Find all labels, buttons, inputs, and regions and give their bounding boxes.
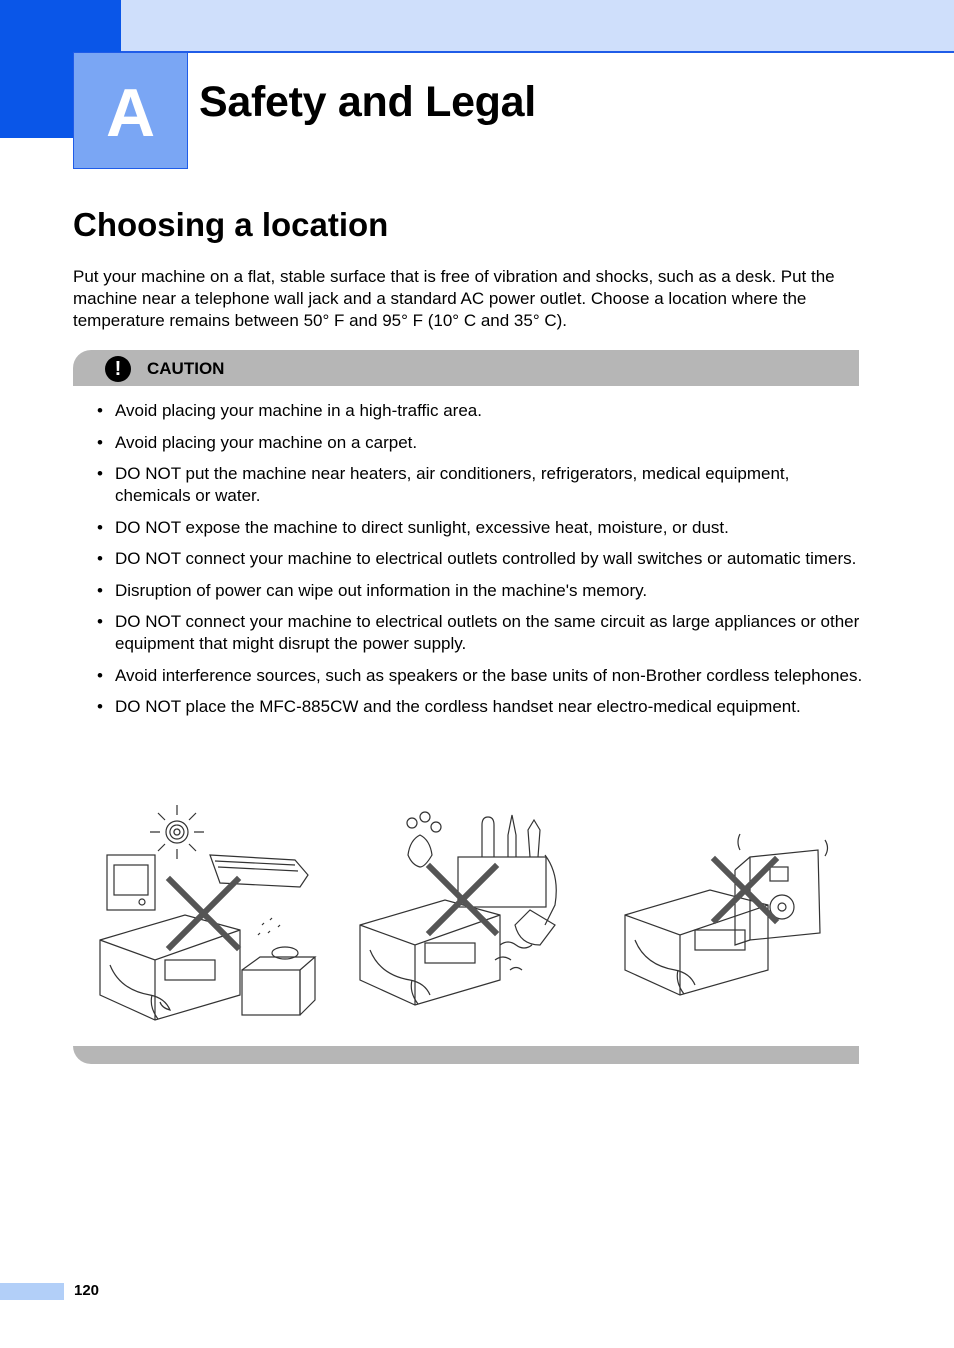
- bullet-icon: •: [97, 464, 103, 483]
- list-item-text: Avoid placing your machine on a carpet.: [115, 432, 418, 452]
- caution-footer-bar: [73, 1046, 859, 1064]
- list-item: [95, 517, 865, 539]
- bullet-icon: •: [97, 580, 103, 600]
- list-item: [95, 400, 865, 422]
- bullet-icon: •: [97, 432, 103, 452]
- section-title: Choosing a location: [73, 206, 389, 243]
- list-item-text: Disruption of power can wipe out information in the machine's memory.: [115, 580, 648, 600]
- exclamation-icon: !: [105, 356, 131, 382]
- dust-chemicals-illustration: [360, 812, 556, 1005]
- bullet-icon: •: [97, 665, 103, 685]
- page-tab: [0, 1283, 64, 1300]
- list-item: [95, 548, 865, 570]
- list-item-text: DO NOT connect your machine to electrical outlets controlled by wall switches or automatic timers.: [115, 549, 857, 568]
- bullet-icon: •: [97, 697, 103, 716]
- bullet-icon: •: [97, 549, 103, 568]
- intro-paragraph: Put your machine on a flat, stable surface that is free of vibration and shocks, such as a desk. Put the machine near a telephone wall jack and a standard AC power outlet. Choose a location where the temperature remains between 50° F and 95° F (10° C and 35° C).: [73, 267, 835, 330]
- caution-bar: [73, 350, 859, 386]
- list-item-text: DO NOT expose the machine to direct sunlight, excessive heat, moisture, or dust.: [115, 517, 729, 537]
- bullet-icon: •: [97, 517, 103, 537]
- list-item: [95, 580, 865, 602]
- list-item-text: DO NOT connect your machine to electrical outlets on the same circuit as large appliances or other equipment that might disrupt the power supply.: [115, 612, 860, 653]
- header-band: [0, 0, 954, 52]
- list-item: [95, 696, 865, 718]
- list-item-text: DO NOT place the MFC-885CW and the cordless handset near electro-medical equipment.: [115, 697, 801, 716]
- page-number: 120: [74, 1282, 100, 1299]
- list-item: [95, 463, 865, 507]
- caution-list: [95, 400, 865, 728]
- illustrations: [90, 795, 840, 1025]
- header-rule: [120, 51, 954, 53]
- list-item-text: DO NOT put the machine near heaters, air conditioners, refrigerators, medical equipment, chemicals or water.: [115, 464, 790, 505]
- speaker-interference-illustration: [625, 834, 828, 995]
- list-item-text: Avoid interference sources, such as speakers or the base units of non-Brother cordless telephones.: [115, 665, 863, 685]
- bullet-icon: •: [97, 401, 103, 420]
- list-item: [95, 665, 865, 687]
- list-item: [95, 432, 865, 454]
- chapter-badge: [73, 52, 188, 169]
- list-item-text: Avoid placing your machine in a high-traffic area.: [115, 401, 482, 420]
- caution-label: CAUTION: [147, 359, 225, 378]
- chapter-title: Safety and Legal: [199, 78, 536, 126]
- bullet-icon: •: [97, 612, 103, 631]
- list-item: [95, 611, 865, 655]
- chapter-letter: A: [105, 74, 156, 151]
- heat-sources-illustration: [100, 805, 315, 1020]
